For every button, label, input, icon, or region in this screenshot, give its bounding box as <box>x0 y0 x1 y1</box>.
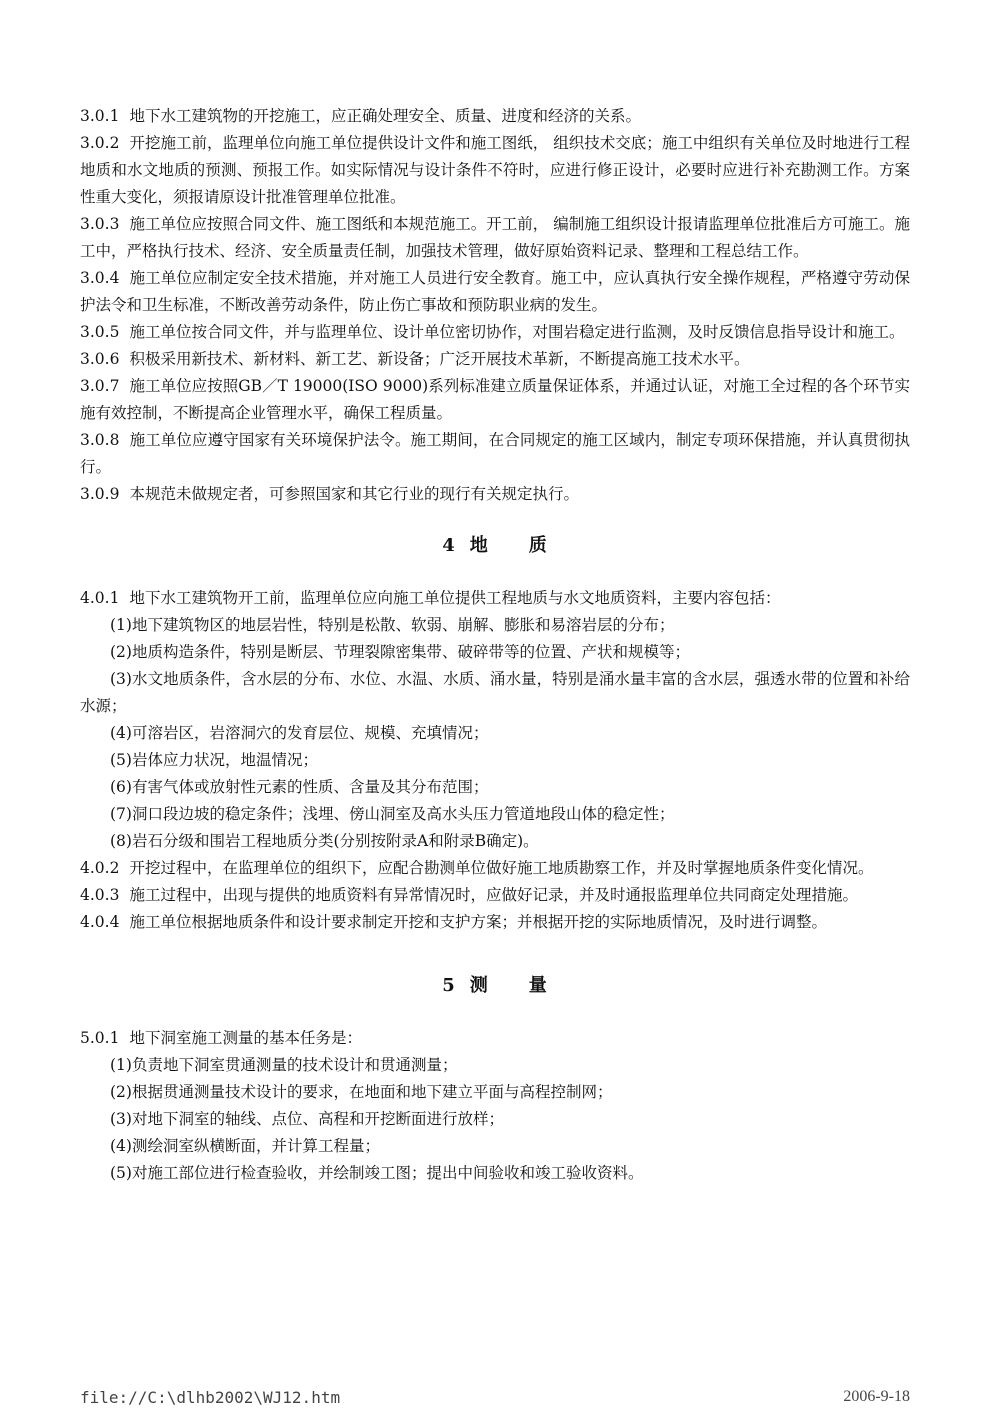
clause-3-0-5: 3.0.5 施工单位按合同文件，并与监理单位、设计单位密切协作，对围岩稳定进行监测，及时反馈信息指导设计和施工。 <box>80 323 905 341</box>
document-body <box>80 103 910 1187</box>
section-heading-5: 5 测 量 <box>442 975 548 996</box>
footer-date: 2006-9-18 <box>843 1388 910 1405</box>
clause-3-0-9: 3.0.9 本规范未做规定者，可参照国家和其它行业的现行有关规定执行。 <box>80 485 579 503</box>
list-item: (5)岩体应力状况，地温情况； <box>110 751 318 769</box>
list-item: (1)负责地下洞室贯通测量的技术设计和贯通测量； <box>110 1056 458 1074</box>
clause-3-0-8: 3.0.8 施工单位应遵守国家有关环境保护法令。施工期间，在合同规定的施工区域内，制定专项环保措施，并认真贯彻执行。 <box>80 431 910 476</box>
clause-4-0-1: 4.0.1 地下水工建筑物开工前，监理单位应向施工单位提供工程地质与水文地质资料，主要内容包括： <box>80 589 781 607</box>
clause-3-0-6: 3.0.6 积极采用新技术、新材料、新工艺、新设备；广泛开展技术革新，不断提高施工技术水平。 <box>80 350 750 368</box>
clause-4-0-2: 4.0.2 开挖过程中，在监理单位的组织下，应配合勘测单位做好施工地质勘察工作，并及时掌握地质条件变化情况。 <box>80 859 874 877</box>
section-heading-4: 4 地 质 <box>442 535 548 556</box>
clause-3-0-3: 3.0.3 施工单位应按照合同文件、施工图纸和本规范施工。开工前， 编制施工组织设计报请监理单位批准后方可施工。施工中，严格执行技术、经济、安全质量责任制，加强技术管理，做好原始资料记录、整理和工程总结工作。 <box>80 215 910 260</box>
clause-3-0-1: 3.0.1 地下水工建筑物的开挖施工，应正确处理安全、质量、进度和经济的关系。 <box>80 107 641 125</box>
list-item: (3)对地下洞室的轴线、点位、高程和开挖断面进行放样； <box>110 1110 504 1128</box>
list-item: (4)可溶岩区，岩溶洞穴的发育层位、规模、充填情况； <box>110 724 489 742</box>
list-item: (5)对施工部位进行检查验收，并绘制竣工图；提出中间验收和竣工验收资料。 <box>110 1164 644 1182</box>
list-item: (6)有害气体或放射性元素的性质、含量及其分布范围； <box>110 778 489 796</box>
clause-3-0-7: 3.0.7 施工单位应按照GB／T 19000(ISO 9000)系列标准建立质量保证体系，并通过认证，对施工全过程的各个环节实施有效控制，不断提高企业管理水平，确保工程质量。 <box>80 377 910 422</box>
list-item: (3)水文地质条件，含水层的分布、水位、水温、水质、涌水量，特别是涌水量丰富的含水层，强透水带的位置和补给水源； <box>80 670 910 715</box>
clause-4-0-3: 4.0.3 施工过程中，出现与提供的地质资料有异常情况时，应做好记录，并及时通报监理单位共同商定处理措施。 <box>80 886 858 904</box>
list-item: (2)地质构造条件，特别是断层、节理裂隙密集带、破碎带等的位置、产状和规模等； <box>110 643 690 661</box>
clause-5-0-1: 5.0.1 地下洞室施工测量的基本任务是： <box>80 1029 362 1047</box>
clause-3-0-4: 3.0.4 施工单位应制定安全技术措施，并对施工人员进行安全教育。施工中，应认真执行安全操作规程，严格遵守劳动保护法令和卫生标准，不断改善劳动条件，防止伤亡事故和预防职业病的发生。 <box>80 269 910 314</box>
list-item: (7)洞口段边坡的稳定条件；浅埋、傍山洞室及高水头压力管道地段山体的稳定性； <box>110 805 675 823</box>
footer-file-path: file://C:\dlhb2002\WJ12.htm <box>80 1388 341 1407</box>
clause-3-0-2: 3.0.2 开挖施工前，监理单位向施工单位提供设计文件和施工图纸， 组织技术交底；施工中组织有关单位及时地进行工程地质和水文地质的预测、预报工作。如实际情况与设计条件不符时，应进行修正设计，必要时应进行补充勘测工作。方案性重大变化，须报请原设计批准管理单位批准。 <box>80 134 910 206</box>
clause-4-0-4: 4.0.4 施工单位根据地质条件和设计要求制定开挖和支护方案；并根据开挖的实际地质情况，及时进行调整。 <box>80 913 827 931</box>
list-item: (1)地下建筑物区的地层岩性，特别是松散、软弱、崩解、膨胀和易溶岩层的分布； <box>110 616 675 634</box>
list-item: (2)根据贯通测量技术设计的要求，在地面和地下建立平面与高程控制网； <box>110 1083 613 1101</box>
list-item: (4)测绘洞室纵横断面，并计算工程量； <box>110 1137 380 1155</box>
list-item: (8)岩石分级和围岩工程地质分类(分别按附录A和附录B确定)。 <box>110 832 539 850</box>
